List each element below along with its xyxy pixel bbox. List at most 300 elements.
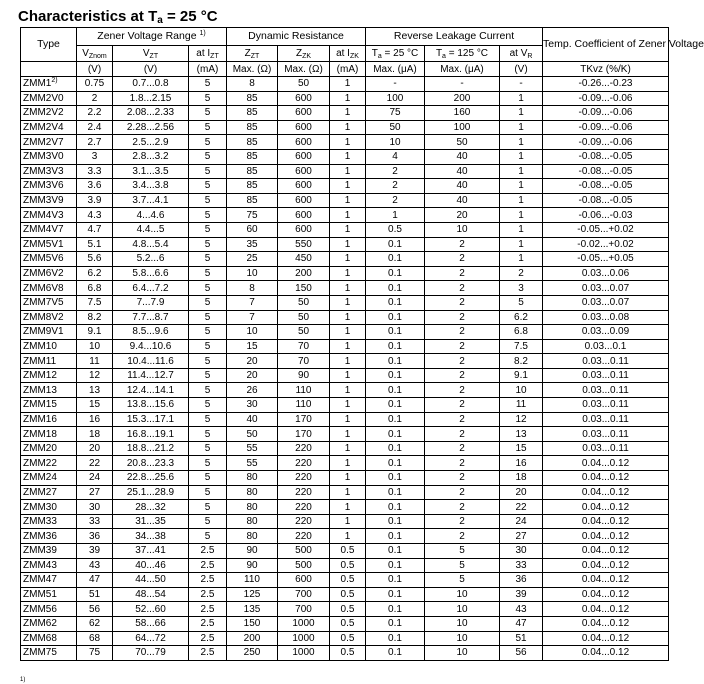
value-cell: 4.8...5.4 xyxy=(113,237,189,252)
value-cell: 170 xyxy=(278,427,330,442)
value-cell: 1 xyxy=(330,441,366,456)
value-cell: 13.8...15.6 xyxy=(113,398,189,413)
header-zener-voltage-range: Zener Voltage Range $^{1)}$ xyxy=(77,28,227,46)
header-v-zt: $V_{ZT}$ xyxy=(113,46,189,62)
header-v-znom: $V_{Znom}$ xyxy=(77,46,113,62)
table-row xyxy=(21,573,669,588)
value-cell: 0.1 xyxy=(366,339,425,354)
header-reverse-leakage-current: Reverse Leakage Current xyxy=(366,28,543,46)
value-cell: 1 xyxy=(330,266,366,281)
value-cell: 52...60 xyxy=(113,602,189,617)
value-cell: 15.3...17.1 xyxy=(113,412,189,427)
value-cell: 40 xyxy=(227,412,278,427)
value-cell: 9.1 xyxy=(500,368,543,383)
value-cell: 55 xyxy=(227,441,278,456)
value-cell: 2.2 xyxy=(77,106,113,121)
value-cell: 5 xyxy=(425,544,500,559)
type-cell: ZMM36 xyxy=(21,529,77,544)
value-cell: 2 xyxy=(425,325,500,340)
value-cell: 3 xyxy=(77,149,113,164)
footnote-mark: 1) xyxy=(20,677,26,683)
table-row xyxy=(21,252,669,267)
value-cell: 8 xyxy=(227,77,278,92)
value-cell: 2.5 xyxy=(189,558,227,573)
value-cell: 0.04...0.12 xyxy=(543,471,669,486)
value-cell: 5.1 xyxy=(77,237,113,252)
value-cell: 75 xyxy=(77,646,113,661)
value-cell: 16.8...19.1 xyxy=(113,427,189,442)
type-cell: ZMM10 xyxy=(21,339,77,354)
value-cell: 43 xyxy=(500,602,543,617)
value-cell: 250 xyxy=(227,646,278,661)
value-cell: 12 xyxy=(500,412,543,427)
unit-cell: TKvz (%/K) xyxy=(543,62,669,77)
value-cell: 700 xyxy=(278,587,330,602)
value-cell: 15 xyxy=(500,441,543,456)
value-cell: 500 xyxy=(278,544,330,559)
table-row xyxy=(21,412,669,427)
value-cell: 64...72 xyxy=(113,631,189,646)
value-cell: 2 xyxy=(425,339,500,354)
value-cell: 4.7 xyxy=(77,222,113,237)
type-cell: ZMM43 xyxy=(21,558,77,573)
value-cell: 0.1 xyxy=(366,427,425,442)
value-cell: 70 xyxy=(278,339,330,354)
table-row xyxy=(21,179,669,194)
value-cell: 0.5 xyxy=(330,573,366,588)
table-row xyxy=(21,383,669,398)
value-cell: 0.1 xyxy=(366,471,425,486)
value-cell: -0.08...-0.05 xyxy=(543,179,669,194)
value-cell: 2 xyxy=(425,398,500,413)
value-cell: 0.5 xyxy=(330,631,366,646)
value-cell: 68 xyxy=(77,631,113,646)
value-cell: 22 xyxy=(500,500,543,515)
value-cell: 5 xyxy=(189,193,227,208)
value-cell: 85 xyxy=(227,179,278,194)
table-row xyxy=(21,222,669,237)
table-row xyxy=(21,529,669,544)
value-cell: 0.1 xyxy=(366,412,425,427)
value-cell: 10 xyxy=(425,587,500,602)
value-cell: 10.4...11.6 xyxy=(113,354,189,369)
value-cell: 20 xyxy=(425,208,500,223)
value-cell: 5 xyxy=(189,164,227,179)
value-cell: 35 xyxy=(227,237,278,252)
value-cell: 0.1 xyxy=(366,616,425,631)
value-cell: 40 xyxy=(425,164,500,179)
header-ta-25: $T_a = 25$ °C xyxy=(366,46,425,62)
table-row xyxy=(21,354,669,369)
value-cell: 50 xyxy=(278,77,330,92)
value-cell: 50 xyxy=(278,325,330,340)
type-cell: ZMM3V6 xyxy=(21,179,77,194)
value-cell: 30 xyxy=(227,398,278,413)
value-cell: 6.8 xyxy=(500,325,543,340)
value-cell: 48...54 xyxy=(113,587,189,602)
value-cell: -0.09...-0.06 xyxy=(543,91,669,106)
value-cell: 39 xyxy=(77,544,113,559)
value-cell: 1000 xyxy=(278,631,330,646)
value-cell: 70...79 xyxy=(113,646,189,661)
value-cell: 11 xyxy=(77,354,113,369)
value-cell: 600 xyxy=(278,106,330,121)
value-cell: 10 xyxy=(425,222,500,237)
value-cell: 2.7 xyxy=(77,135,113,150)
value-cell: 1 xyxy=(500,106,543,121)
value-cell: 8 xyxy=(227,281,278,296)
value-cell: 20 xyxy=(500,485,543,500)
value-cell: 5 xyxy=(189,77,227,92)
value-cell: -0.06...-0.03 xyxy=(543,208,669,223)
value-cell: 0.03...0.06 xyxy=(543,266,669,281)
header-dynamic-resistance: Dynamic Resistance xyxy=(227,28,366,46)
type-cell: ZMM12 xyxy=(21,368,77,383)
value-cell: 0.04...0.12 xyxy=(543,529,669,544)
value-cell: 220 xyxy=(278,514,330,529)
value-cell: 600 xyxy=(278,573,330,588)
value-cell: 0.03...0.11 xyxy=(543,441,669,456)
value-cell: 5 xyxy=(189,106,227,121)
value-cell: 0.04...0.12 xyxy=(543,514,669,529)
table-row xyxy=(21,456,669,471)
value-cell: 2 xyxy=(425,441,500,456)
value-cell: 75 xyxy=(366,106,425,121)
value-cell: 450 xyxy=(278,252,330,267)
type-cell: ZMM24 xyxy=(21,471,77,486)
table-row xyxy=(21,471,669,486)
table-row xyxy=(21,135,669,150)
type-cell: ZMM4V7 xyxy=(21,222,77,237)
value-cell: 2.4 xyxy=(77,120,113,135)
value-cell: 110 xyxy=(278,383,330,398)
value-cell: 4...4.6 xyxy=(113,208,189,223)
value-cell: 10 xyxy=(425,616,500,631)
value-cell: 3.7...4.1 xyxy=(113,193,189,208)
value-cell: 37...41 xyxy=(113,544,189,559)
value-cell: 8.5...9.6 xyxy=(113,325,189,340)
value-cell: -0.05...+0.05 xyxy=(543,252,669,267)
value-cell: 5 xyxy=(189,295,227,310)
value-cell: 0.1 xyxy=(366,514,425,529)
unit-cell: Max. (μA) xyxy=(425,62,500,77)
table-row xyxy=(21,558,669,573)
value-cell: 5 xyxy=(189,427,227,442)
value-cell: 2 xyxy=(425,427,500,442)
value-cell: 2 xyxy=(366,193,425,208)
value-cell: 30 xyxy=(500,544,543,559)
value-cell: 5 xyxy=(189,398,227,413)
type-cell: ZMM39 xyxy=(21,544,77,559)
value-cell: 135 xyxy=(227,602,278,617)
value-cell: 80 xyxy=(227,485,278,500)
value-cell: 90 xyxy=(278,368,330,383)
value-cell: 0.1 xyxy=(366,237,425,252)
value-cell: 600 xyxy=(278,222,330,237)
value-cell: 7.5 xyxy=(77,295,113,310)
value-cell: 2 xyxy=(425,237,500,252)
value-cell: 0.03...0.09 xyxy=(543,325,669,340)
value-cell: 0.1 xyxy=(366,325,425,340)
value-cell: 1 xyxy=(330,252,366,267)
value-cell: 85 xyxy=(227,91,278,106)
value-cell: 220 xyxy=(278,485,330,500)
value-cell: 1 xyxy=(500,252,543,267)
value-cell: 2.5 xyxy=(189,631,227,646)
value-cell: 7...7.9 xyxy=(113,295,189,310)
value-cell: 600 xyxy=(278,149,330,164)
value-cell: 11 xyxy=(500,398,543,413)
value-cell: 200 xyxy=(227,631,278,646)
value-cell: 56 xyxy=(500,646,543,661)
table-row xyxy=(21,368,669,383)
value-cell: 2 xyxy=(425,310,500,325)
value-cell: 5 xyxy=(189,91,227,106)
value-cell: 10 xyxy=(425,602,500,617)
value-cell: 5 xyxy=(189,179,227,194)
value-cell: 0.04...0.12 xyxy=(543,558,669,573)
value-cell: 36 xyxy=(500,573,543,588)
characteristics-table xyxy=(20,27,704,661)
value-cell: 0.1 xyxy=(366,383,425,398)
value-cell: 1 xyxy=(330,295,366,310)
value-cell: 5 xyxy=(189,471,227,486)
value-cell: 0.04...0.12 xyxy=(543,646,669,661)
value-cell: 0.03...0.08 xyxy=(543,310,669,325)
value-cell: 700 xyxy=(278,602,330,617)
value-cell: 0.5 xyxy=(330,558,366,573)
value-cell: 5 xyxy=(425,558,500,573)
type-cell: ZMM47 xyxy=(21,573,77,588)
type-cell: ZMM3V0 xyxy=(21,149,77,164)
value-cell: 2.28...2.56 xyxy=(113,120,189,135)
value-cell: 1 xyxy=(330,514,366,529)
header-type: Type xyxy=(21,28,77,62)
value-cell: 50 xyxy=(425,135,500,150)
value-cell: 600 xyxy=(278,135,330,150)
value-cell: 1 xyxy=(330,106,366,121)
value-cell: 2 xyxy=(425,500,500,515)
value-cell: 10 xyxy=(425,631,500,646)
type-cell: ZMM8V2 xyxy=(21,310,77,325)
value-cell: 80 xyxy=(227,471,278,486)
value-cell: 5 xyxy=(189,208,227,223)
value-cell: 220 xyxy=(278,500,330,515)
value-cell: 0.1 xyxy=(366,310,425,325)
value-cell: 5 xyxy=(189,383,227,398)
value-cell: 0.04...0.12 xyxy=(543,616,669,631)
value-cell: 5 xyxy=(189,310,227,325)
value-cell: 2 xyxy=(425,514,500,529)
value-cell: 0.1 xyxy=(366,252,425,267)
value-cell: 5 xyxy=(189,252,227,267)
value-cell: 5.2...6 xyxy=(113,252,189,267)
value-cell: 28...32 xyxy=(113,500,189,515)
value-cell: 5.8...6.6 xyxy=(113,266,189,281)
value-cell: 220 xyxy=(278,441,330,456)
value-cell: -0.09...-0.06 xyxy=(543,135,669,150)
value-cell: 600 xyxy=(278,120,330,135)
value-cell: 1 xyxy=(330,164,366,179)
value-cell: 15 xyxy=(227,339,278,354)
value-cell: 0.1 xyxy=(366,266,425,281)
value-cell: 1 xyxy=(330,500,366,515)
value-cell: 0.04...0.12 xyxy=(543,456,669,471)
value-cell: 51 xyxy=(500,631,543,646)
value-cell: 10 xyxy=(500,383,543,398)
type-cell: ZMM1$^{2)}$ xyxy=(21,77,77,92)
value-cell: - xyxy=(425,77,500,92)
table-row xyxy=(21,514,669,529)
value-cell: 2 xyxy=(425,471,500,486)
value-cell: 2 xyxy=(425,456,500,471)
table-body xyxy=(21,77,669,661)
value-cell: 1 xyxy=(500,222,543,237)
value-cell: 0.1 xyxy=(366,573,425,588)
value-cell: 1 xyxy=(330,383,366,398)
value-cell: 12 xyxy=(77,368,113,383)
value-cell: 18 xyxy=(500,471,543,486)
value-cell: 1 xyxy=(330,427,366,442)
type-cell: ZMM18 xyxy=(21,427,77,442)
value-cell: 0.04...0.12 xyxy=(543,587,669,602)
value-cell: 6.8 xyxy=(77,281,113,296)
type-cell: ZMM6V8 xyxy=(21,281,77,296)
value-cell: 85 xyxy=(227,106,278,121)
type-cell: ZMM15 xyxy=(21,398,77,413)
value-cell: 1 xyxy=(330,237,366,252)
value-cell: 4 xyxy=(366,149,425,164)
value-cell: 1 xyxy=(366,208,425,223)
value-cell: 1 xyxy=(330,281,366,296)
table-row xyxy=(21,106,669,121)
value-cell: 7.5 xyxy=(500,339,543,354)
value-cell: 58...66 xyxy=(113,616,189,631)
table-row xyxy=(21,398,669,413)
table-row xyxy=(21,339,669,354)
value-cell: 3.6 xyxy=(77,179,113,194)
value-cell: 0.5 xyxy=(366,222,425,237)
unit-cell: Max. (Ω) xyxy=(227,62,278,77)
value-cell: 2.5 xyxy=(189,646,227,661)
value-cell: 16 xyxy=(500,456,543,471)
value-cell: -0.05...+0.02 xyxy=(543,222,669,237)
value-cell: 150 xyxy=(227,616,278,631)
unit-cell: (V) xyxy=(77,62,113,77)
row-note-mark: 2) xyxy=(51,77,58,85)
value-cell: 5 xyxy=(189,339,227,354)
value-cell: 70 xyxy=(278,354,330,369)
header-at-izk: at $I_{ZK}$ xyxy=(330,46,366,62)
value-cell: 5 xyxy=(189,222,227,237)
value-cell: 7 xyxy=(227,295,278,310)
value-cell: 62 xyxy=(77,616,113,631)
value-cell: 6.2 xyxy=(500,310,543,325)
table-row xyxy=(21,631,669,646)
value-cell: 150 xyxy=(278,281,330,296)
table-row xyxy=(21,281,669,296)
unit-cell: (mA) xyxy=(189,62,227,77)
header-z-zk: $Z_{ZK}$ xyxy=(278,46,330,62)
value-cell: 2 xyxy=(425,354,500,369)
type-cell: ZMM9V1 xyxy=(21,325,77,340)
value-cell: 1 xyxy=(330,398,366,413)
table-row xyxy=(21,427,669,442)
value-cell: 5.6 xyxy=(77,252,113,267)
value-cell: 2.5 xyxy=(189,602,227,617)
value-cell: 34...38 xyxy=(113,529,189,544)
value-cell: -0.26...-0.23 xyxy=(543,77,669,92)
type-cell: ZMM75 xyxy=(21,646,77,661)
value-cell: 40 xyxy=(425,179,500,194)
value-cell: 0.1 xyxy=(366,456,425,471)
value-cell: 2 xyxy=(425,529,500,544)
value-cell: 0.1 xyxy=(366,368,425,383)
value-cell: 110 xyxy=(227,573,278,588)
value-cell: 9.4...10.6 xyxy=(113,339,189,354)
value-cell: - xyxy=(500,77,543,92)
value-cell: 5 xyxy=(425,573,500,588)
value-cell: 0.7...0.8 xyxy=(113,77,189,92)
value-cell: 90 xyxy=(227,558,278,573)
value-cell: 56 xyxy=(77,602,113,617)
type-cell: ZMM68 xyxy=(21,631,77,646)
value-cell: 2 xyxy=(425,485,500,500)
value-cell: 0.1 xyxy=(366,631,425,646)
value-cell: 6.4...7.2 xyxy=(113,281,189,296)
value-cell: 160 xyxy=(425,106,500,121)
value-cell: 0.5 xyxy=(330,544,366,559)
value-cell: 110 xyxy=(278,398,330,413)
table-row xyxy=(21,164,669,179)
value-cell: 1 xyxy=(500,208,543,223)
value-cell: 33 xyxy=(77,514,113,529)
value-cell: 36 xyxy=(77,529,113,544)
value-cell: 12.4...14.1 xyxy=(113,383,189,398)
type-cell: ZMM5V1 xyxy=(21,237,77,252)
value-cell: 3.4...3.8 xyxy=(113,179,189,194)
value-cell: 1 xyxy=(330,77,366,92)
value-cell: 220 xyxy=(278,456,330,471)
unit-cell: Max. (Ω) xyxy=(278,62,330,77)
value-cell: 10 xyxy=(366,135,425,150)
value-cell: 40 xyxy=(425,149,500,164)
value-cell: 0.04...0.12 xyxy=(543,573,669,588)
value-cell: 2.8...3.2 xyxy=(113,149,189,164)
value-cell: 60 xyxy=(227,222,278,237)
value-cell: 50 xyxy=(227,427,278,442)
value-cell: 1 xyxy=(330,325,366,340)
value-cell: 600 xyxy=(278,164,330,179)
value-cell: 0.03...0.11 xyxy=(543,427,669,442)
value-cell: 2.5...2.9 xyxy=(113,135,189,150)
table-row xyxy=(21,325,669,340)
header-units-type xyxy=(21,62,77,77)
type-cell: ZMM6V2 xyxy=(21,266,77,281)
header-at-izt: at $I_{ZT}$ xyxy=(189,46,227,62)
value-cell: 0.75 xyxy=(77,77,113,92)
value-cell: 31...35 xyxy=(113,514,189,529)
value-cell: 1 xyxy=(500,237,543,252)
value-cell: 600 xyxy=(278,91,330,106)
value-cell: 220 xyxy=(278,471,330,486)
type-cell: ZMM4V3 xyxy=(21,208,77,223)
value-cell: 1 xyxy=(500,120,543,135)
value-cell: 200 xyxy=(425,91,500,106)
value-cell: 55 xyxy=(227,456,278,471)
table-row xyxy=(21,295,669,310)
table-row xyxy=(21,266,669,281)
